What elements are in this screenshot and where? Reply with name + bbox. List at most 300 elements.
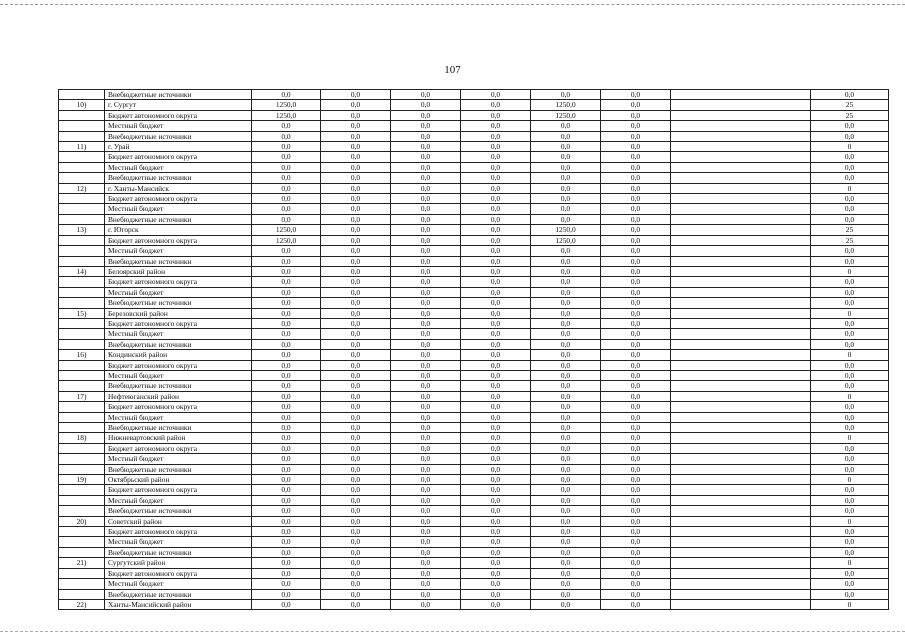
row-number xyxy=(59,152,105,162)
indicator-cell: 0 xyxy=(811,475,889,485)
value-cell-3: 0,0 xyxy=(391,558,461,568)
value-cell-6: 0,0 xyxy=(601,142,671,152)
value-cell-3: 0,0 xyxy=(391,370,461,380)
empty-cell xyxy=(671,142,811,152)
row-name: Местный бюджет xyxy=(105,287,252,297)
value-cell-4: 0,0 xyxy=(461,464,531,474)
value-cell-6: 0,0 xyxy=(601,381,671,391)
value-cell-3: 0,0 xyxy=(391,589,461,599)
table-row xyxy=(59,381,889,391)
row-name: Советский район xyxy=(105,516,252,526)
table-row xyxy=(59,506,889,516)
value-cell-6: 0,0 xyxy=(601,214,671,224)
value-cell-3: 0,0 xyxy=(391,329,461,339)
table-row xyxy=(59,100,889,110)
value-cell-5: 0,0 xyxy=(531,589,601,599)
value-cell-3: 0,0 xyxy=(391,381,461,391)
indicator-cell: 0,0 xyxy=(811,256,889,266)
value-cell-5: 0,0 xyxy=(531,214,601,224)
value-cell-2: 0,0 xyxy=(321,589,391,599)
value-cell-3: 0,0 xyxy=(391,318,461,328)
table-row xyxy=(59,235,889,245)
value-cell-5: 0,0 xyxy=(531,568,601,578)
value-cell-1: 0,0 xyxy=(252,443,321,453)
value-cell-1: 0,0 xyxy=(252,142,321,152)
table-row xyxy=(59,568,889,578)
value-cell-5: 0,0 xyxy=(531,391,601,401)
indicator-cell: 0,0 xyxy=(811,204,889,214)
value-cell-1: 0,0 xyxy=(252,402,321,412)
table-row xyxy=(59,547,889,557)
value-cell-6: 0,0 xyxy=(601,266,671,276)
table-row xyxy=(59,339,889,349)
table-row xyxy=(59,162,889,172)
empty-cell xyxy=(671,329,811,339)
row-number xyxy=(59,298,105,308)
table-row xyxy=(59,391,889,401)
value-cell-4: 0,0 xyxy=(461,235,531,245)
row-number xyxy=(59,256,105,266)
indicator-cell: 0,0 xyxy=(811,246,889,256)
value-cell-3: 0,0 xyxy=(391,475,461,485)
value-cell-5: 0,0 xyxy=(531,173,601,183)
table-row xyxy=(59,308,889,318)
value-cell-4: 0,0 xyxy=(461,100,531,110)
value-cell-1: 0,0 xyxy=(252,350,321,360)
value-cell-6: 0,0 xyxy=(601,391,671,401)
value-cell-2: 0,0 xyxy=(321,142,391,152)
table-row xyxy=(59,475,889,485)
row-name: Местный бюджет xyxy=(105,204,252,214)
value-cell-3: 0,0 xyxy=(391,350,461,360)
empty-cell xyxy=(671,547,811,557)
value-cell-4: 0,0 xyxy=(461,308,531,318)
empty-cell xyxy=(671,277,811,287)
row-number: 16) xyxy=(59,350,105,360)
table-row xyxy=(59,225,889,235)
table-row xyxy=(59,433,889,443)
value-cell-3: 0,0 xyxy=(391,287,461,297)
indicator-cell: 0 xyxy=(811,142,889,152)
indicator-cell: 0,0 xyxy=(811,589,889,599)
value-cell-2: 0,0 xyxy=(321,131,391,141)
indicator-cell: 0,0 xyxy=(811,454,889,464)
value-cell-1: 0,0 xyxy=(252,558,321,568)
indicator-cell: 0,0 xyxy=(811,370,889,380)
value-cell-4: 0,0 xyxy=(461,516,531,526)
value-cell-6: 0,0 xyxy=(601,194,671,204)
row-name: Внебюджетные источники xyxy=(105,131,252,141)
indicator-cell: 0,0 xyxy=(811,90,889,100)
value-cell-5: 0,0 xyxy=(531,90,601,100)
value-cell-3: 0,0 xyxy=(391,527,461,537)
row-number: 12) xyxy=(59,183,105,193)
value-cell-5: 0,0 xyxy=(531,412,601,422)
indicator-cell: 0,0 xyxy=(811,402,889,412)
row-number xyxy=(59,537,105,547)
value-cell-4: 0,0 xyxy=(461,579,531,589)
row-name: Бюджет автономного округа xyxy=(105,277,252,287)
empty-cell xyxy=(671,121,811,131)
value-cell-3: 0,0 xyxy=(391,277,461,287)
value-cell-2: 0,0 xyxy=(321,495,391,505)
indicator-cell: 0,0 xyxy=(811,360,889,370)
row-name: Бюджет автономного округа xyxy=(105,152,252,162)
row-number xyxy=(59,412,105,422)
value-cell-4: 0,0 xyxy=(461,339,531,349)
row-number: 21) xyxy=(59,558,105,568)
row-name: Внебюджетные источники xyxy=(105,90,252,100)
value-cell-2: 0,0 xyxy=(321,475,391,485)
empty-cell xyxy=(671,246,811,256)
value-cell-5: 0,0 xyxy=(531,527,601,537)
value-cell-4: 0,0 xyxy=(461,558,531,568)
value-cell-5: 0,0 xyxy=(531,308,601,318)
indicator-cell: 0,0 xyxy=(811,527,889,537)
empty-cell xyxy=(671,589,811,599)
value-cell-3: 0,0 xyxy=(391,152,461,162)
empty-cell xyxy=(671,579,811,589)
page-number: 107 xyxy=(444,64,461,76)
value-cell-5: 0,0 xyxy=(531,162,601,172)
value-cell-2: 0,0 xyxy=(321,266,391,276)
value-cell-1: 0,0 xyxy=(252,464,321,474)
value-cell-5: 0,0 xyxy=(531,204,601,214)
value-cell-3: 0,0 xyxy=(391,360,461,370)
row-name: г. Ханты-Мансийск xyxy=(105,183,252,193)
row-number xyxy=(59,173,105,183)
row-name: Кондинский район xyxy=(105,350,252,360)
value-cell-6: 0,0 xyxy=(601,308,671,318)
row-name: Нефтеюганский район xyxy=(105,391,252,401)
value-cell-1: 0,0 xyxy=(252,537,321,547)
row-name: Сургутский район xyxy=(105,558,252,568)
value-cell-3: 0,0 xyxy=(391,298,461,308)
value-cell-2: 0,0 xyxy=(321,568,391,578)
empty-cell xyxy=(671,402,811,412)
value-cell-6: 0,0 xyxy=(601,256,671,266)
value-cell-2: 0,0 xyxy=(321,527,391,537)
value-cell-1: 0,0 xyxy=(252,506,321,516)
value-cell-2: 0,0 xyxy=(321,443,391,453)
value-cell-4: 0,0 xyxy=(461,194,531,204)
table-row xyxy=(59,277,889,287)
row-number: 13) xyxy=(59,225,105,235)
row-name: Внебюджетные источники xyxy=(105,339,252,349)
empty-cell xyxy=(671,454,811,464)
value-cell-6: 0,0 xyxy=(601,527,671,537)
value-cell-5: 0,0 xyxy=(531,516,601,526)
row-number xyxy=(59,110,105,120)
indicator-cell: 25 xyxy=(811,110,889,120)
table-row xyxy=(59,266,889,276)
row-number: 11) xyxy=(59,142,105,152)
value-cell-5: 0,0 xyxy=(531,454,601,464)
value-cell-2: 0,0 xyxy=(321,110,391,120)
value-cell-5: 0,0 xyxy=(531,246,601,256)
value-cell-5: 1250,0 xyxy=(531,235,601,245)
empty-cell xyxy=(671,423,811,433)
value-cell-5: 0,0 xyxy=(531,152,601,162)
value-cell-5: 0,0 xyxy=(531,339,601,349)
value-cell-6: 0,0 xyxy=(601,339,671,349)
empty-cell xyxy=(671,412,811,422)
value-cell-4: 0,0 xyxy=(461,370,531,380)
row-number xyxy=(59,402,105,412)
value-cell-3: 0,0 xyxy=(391,142,461,152)
value-cell-5: 0,0 xyxy=(531,443,601,453)
value-cell-1: 0,0 xyxy=(252,214,321,224)
table-row xyxy=(59,204,889,214)
value-cell-1: 0,0 xyxy=(252,152,321,162)
empty-cell xyxy=(671,194,811,204)
empty-cell xyxy=(671,298,811,308)
budget-table xyxy=(58,89,889,610)
value-cell-2: 0,0 xyxy=(321,579,391,589)
value-cell-4: 0,0 xyxy=(461,225,531,235)
empty-cell xyxy=(671,339,811,349)
value-cell-2: 0,0 xyxy=(321,246,391,256)
empty-cell xyxy=(671,318,811,328)
value-cell-1: 0,0 xyxy=(252,204,321,214)
table-row xyxy=(59,516,889,526)
table-row xyxy=(59,360,889,370)
empty-cell xyxy=(671,183,811,193)
table-row xyxy=(59,558,889,568)
row-number xyxy=(59,204,105,214)
value-cell-3: 0,0 xyxy=(391,485,461,495)
value-cell-3: 0,0 xyxy=(391,204,461,214)
value-cell-6: 0,0 xyxy=(601,370,671,380)
value-cell-5: 0,0 xyxy=(531,131,601,141)
value-cell-2: 0,0 xyxy=(321,360,391,370)
row-number: 15) xyxy=(59,308,105,318)
row-number xyxy=(59,162,105,172)
value-cell-5: 0,0 xyxy=(531,194,601,204)
row-number: 10) xyxy=(59,100,105,110)
value-cell-1: 0,0 xyxy=(252,412,321,422)
value-cell-4: 0,0 xyxy=(461,183,531,193)
value-cell-4: 0,0 xyxy=(461,402,531,412)
value-cell-4: 0,0 xyxy=(461,360,531,370)
value-cell-1: 0,0 xyxy=(252,360,321,370)
empty-cell xyxy=(671,287,811,297)
value-cell-6: 0,0 xyxy=(601,298,671,308)
table-row xyxy=(59,298,889,308)
empty-cell xyxy=(671,131,811,141)
empty-cell xyxy=(671,537,811,547)
value-cell-6: 0,0 xyxy=(601,485,671,495)
value-cell-5: 0,0 xyxy=(531,599,601,609)
indicator-cell: 0,0 xyxy=(811,423,889,433)
indicator-cell: 0 xyxy=(811,391,889,401)
row-number: 20) xyxy=(59,516,105,526)
row-name: Внебюджетные источники xyxy=(105,423,252,433)
row-name: Местный бюджет xyxy=(105,329,252,339)
value-cell-4: 0,0 xyxy=(461,298,531,308)
empty-cell xyxy=(671,464,811,474)
indicator-cell: 25 xyxy=(811,235,889,245)
value-cell-1: 0,0 xyxy=(252,298,321,308)
table-row xyxy=(59,412,889,422)
value-cell-3: 0,0 xyxy=(391,599,461,609)
value-cell-6: 0,0 xyxy=(601,204,671,214)
empty-cell xyxy=(671,527,811,537)
row-number xyxy=(59,464,105,474)
value-cell-2: 0,0 xyxy=(321,433,391,443)
value-cell-4: 0,0 xyxy=(461,485,531,495)
budget-table-container xyxy=(58,89,888,610)
empty-cell xyxy=(671,558,811,568)
empty-cell xyxy=(671,225,811,235)
empty-cell xyxy=(671,308,811,318)
value-cell-3: 0,0 xyxy=(391,308,461,318)
empty-cell xyxy=(671,204,811,214)
value-cell-4: 0,0 xyxy=(461,350,531,360)
value-cell-1: 0,0 xyxy=(252,256,321,266)
indicator-cell: 0 xyxy=(811,183,889,193)
value-cell-6: 0,0 xyxy=(601,558,671,568)
empty-cell xyxy=(671,152,811,162)
row-number xyxy=(59,194,105,204)
row-name: Березовский район xyxy=(105,308,252,318)
value-cell-1: 0,0 xyxy=(252,183,321,193)
value-cell-3: 0,0 xyxy=(391,433,461,443)
indicator-cell: 0,0 xyxy=(811,318,889,328)
value-cell-6: 0,0 xyxy=(601,329,671,339)
row-number: 14) xyxy=(59,266,105,276)
value-cell-5: 0,0 xyxy=(531,579,601,589)
value-cell-6: 0,0 xyxy=(601,443,671,453)
value-cell-6: 0,0 xyxy=(601,568,671,578)
empty-cell xyxy=(671,381,811,391)
table-row xyxy=(59,350,889,360)
value-cell-2: 0,0 xyxy=(321,485,391,495)
value-cell-2: 0,0 xyxy=(321,412,391,422)
row-name: Местный бюджет xyxy=(105,412,252,422)
value-cell-6: 0,0 xyxy=(601,173,671,183)
value-cell-6: 0,0 xyxy=(601,183,671,193)
value-cell-4: 0,0 xyxy=(461,329,531,339)
row-number xyxy=(59,579,105,589)
row-name: Бюджет автономного округа xyxy=(105,194,252,204)
row-name: Внебюджетные источники xyxy=(105,381,252,391)
value-cell-3: 0,0 xyxy=(391,131,461,141)
row-number xyxy=(59,287,105,297)
value-cell-6: 0,0 xyxy=(601,589,671,599)
row-name: Бюджет автономного округа xyxy=(105,235,252,245)
row-number xyxy=(59,589,105,599)
value-cell-2: 0,0 xyxy=(321,558,391,568)
value-cell-4: 0,0 xyxy=(461,506,531,516)
value-cell-2: 0,0 xyxy=(321,204,391,214)
row-number xyxy=(59,360,105,370)
scan-edge-top xyxy=(0,4,905,6)
empty-cell xyxy=(671,568,811,578)
scan-edge-bottom xyxy=(0,631,905,633)
value-cell-2: 0,0 xyxy=(321,121,391,131)
indicator-cell: 25 xyxy=(811,225,889,235)
empty-cell xyxy=(671,100,811,110)
empty-cell xyxy=(671,599,811,609)
row-number xyxy=(59,329,105,339)
empty-cell xyxy=(671,110,811,120)
value-cell-3: 0,0 xyxy=(391,454,461,464)
value-cell-4: 0,0 xyxy=(461,277,531,287)
table-row xyxy=(59,402,889,412)
value-cell-6: 0,0 xyxy=(601,162,671,172)
value-cell-5: 0,0 xyxy=(531,287,601,297)
value-cell-5: 0,0 xyxy=(531,318,601,328)
value-cell-5: 1250,0 xyxy=(531,225,601,235)
value-cell-1: 0,0 xyxy=(252,329,321,339)
row-number xyxy=(59,443,105,453)
indicator-cell: 0,0 xyxy=(811,495,889,505)
table-row xyxy=(59,495,889,505)
value-cell-1: 0,0 xyxy=(252,433,321,443)
table-row xyxy=(59,579,889,589)
value-cell-4: 0,0 xyxy=(461,454,531,464)
value-cell-3: 0,0 xyxy=(391,423,461,433)
value-cell-2: 0,0 xyxy=(321,298,391,308)
value-cell-6: 0,0 xyxy=(601,277,671,287)
value-cell-6: 0,0 xyxy=(601,152,671,162)
value-cell-5: 0,0 xyxy=(531,475,601,485)
value-cell-3: 0,0 xyxy=(391,90,461,100)
value-cell-3: 0,0 xyxy=(391,547,461,557)
row-name: Белоярский район xyxy=(105,266,252,276)
value-cell-4: 0,0 xyxy=(461,142,531,152)
value-cell-3: 0,0 xyxy=(391,391,461,401)
value-cell-1: 0,0 xyxy=(252,547,321,557)
value-cell-5: 0,0 xyxy=(531,547,601,557)
table-row xyxy=(59,152,889,162)
table-row xyxy=(59,527,889,537)
row-number xyxy=(59,121,105,131)
indicator-cell: 0 xyxy=(811,433,889,443)
value-cell-6: 0,0 xyxy=(601,599,671,609)
value-cell-1: 0,0 xyxy=(252,527,321,537)
value-cell-2: 0,0 xyxy=(321,183,391,193)
value-cell-1: 0,0 xyxy=(252,391,321,401)
table-row xyxy=(59,589,889,599)
value-cell-1: 0,0 xyxy=(252,599,321,609)
empty-cell xyxy=(671,256,811,266)
row-name: г. Сургут xyxy=(105,100,252,110)
table-row xyxy=(59,121,889,131)
value-cell-3: 0,0 xyxy=(391,246,461,256)
value-cell-4: 0,0 xyxy=(461,599,531,609)
value-cell-3: 0,0 xyxy=(391,402,461,412)
value-cell-5: 0,0 xyxy=(531,183,601,193)
value-cell-1: 0,0 xyxy=(252,318,321,328)
value-cell-6: 0,0 xyxy=(601,454,671,464)
value-cell-6: 0,0 xyxy=(601,350,671,360)
row-number xyxy=(59,506,105,516)
value-cell-1: 0,0 xyxy=(252,173,321,183)
value-cell-2: 0,0 xyxy=(321,537,391,547)
empty-cell xyxy=(671,350,811,360)
table-row xyxy=(59,454,889,464)
empty-cell xyxy=(671,443,811,453)
value-cell-3: 0,0 xyxy=(391,110,461,120)
table-body xyxy=(59,90,889,610)
value-cell-6: 0,0 xyxy=(601,360,671,370)
row-name: Бюджет автономного округа xyxy=(105,485,252,495)
row-name: Бюджет автономного округа xyxy=(105,568,252,578)
value-cell-2: 0,0 xyxy=(321,287,391,297)
value-cell-1: 0,0 xyxy=(252,194,321,204)
